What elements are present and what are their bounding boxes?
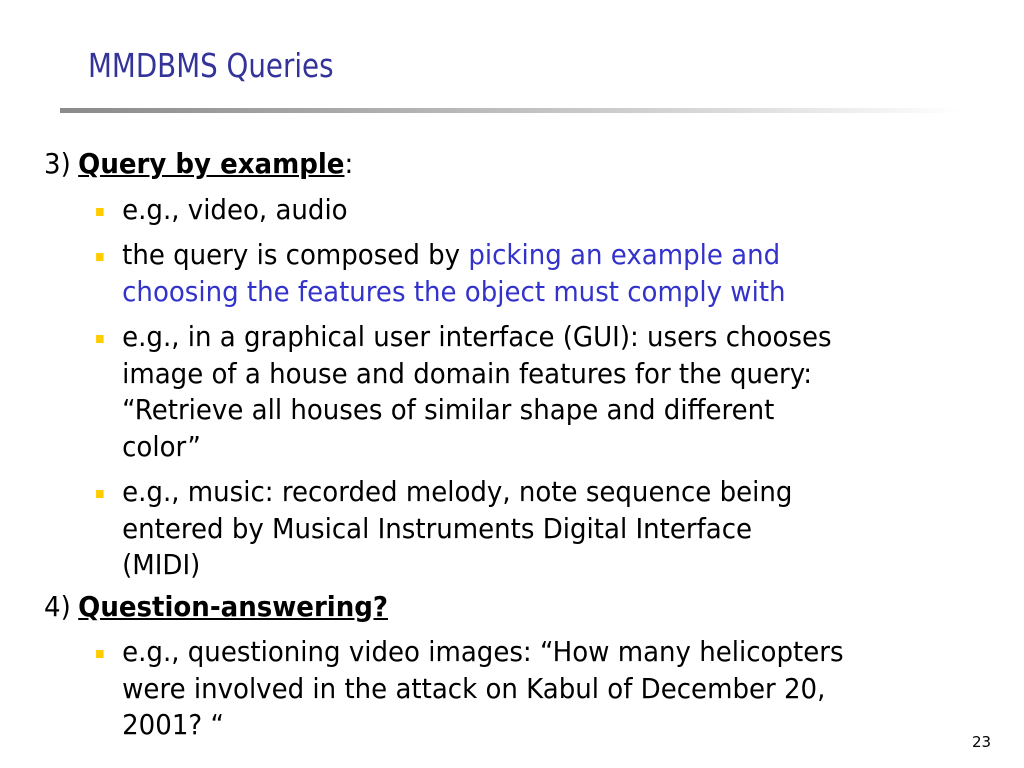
bullet-item — [44, 192, 1024, 229]
bullet-item — [44, 237, 1024, 310]
bullet-text: 2001? “ — [122, 708, 224, 741]
bullet-line — [44, 429, 955, 466]
bullet-text: were involved in the attack on Kabul of December 20, — [122, 671, 826, 705]
section-number: 3) — [44, 147, 71, 180]
bullet-line — [44, 634, 955, 671]
section-heading-query-by-example — [44, 146, 955, 183]
square-bullet-icon — [96, 650, 103, 658]
bullet-line — [44, 671, 955, 708]
bullet-text: e.g., video, audio — [122, 192, 348, 226]
bullet-text: the query is composed by — [122, 238, 469, 271]
bullet-text: entered by Musical Instruments Digital Interface — [122, 511, 753, 545]
bullet-item — [44, 319, 1024, 465]
page-number: 23 — [972, 733, 992, 751]
bullet-line — [44, 474, 955, 511]
bullet-line — [44, 356, 955, 393]
bullet-line — [44, 192, 955, 229]
bullet-text: (MIDI) — [122, 548, 201, 581]
section-title: Query by example — [78, 147, 345, 180]
section-number: 4) — [44, 589, 71, 623]
section-heading-question-answering — [44, 589, 955, 626]
bullet-text: e.g., questioning video images: “How many helicopters — [122, 635, 844, 668]
square-bullet-icon — [96, 335, 103, 343]
slide-title: MMDBMS Queries — [88, 46, 334, 85]
slide-content — [44, 146, 1024, 744]
section-title: Question-answering? — [78, 589, 389, 623]
section-suffix: : — [344, 147, 354, 180]
bullet-line — [44, 319, 955, 356]
bullet-item — [44, 634, 1024, 744]
bullet-item — [44, 474, 1024, 584]
square-bullet-icon — [96, 253, 103, 261]
bullet-text: e.g., music: recorded melody, note sequence being — [122, 475, 793, 508]
bullet-line — [44, 237, 955, 274]
bullet-line — [44, 707, 955, 744]
bullet-line — [44, 511, 955, 548]
bullet-line — [44, 547, 955, 584]
highlighted-text: picking an example and — [468, 238, 781, 271]
square-bullet-icon — [96, 490, 103, 498]
title-divider — [60, 108, 960, 113]
bullet-line — [44, 392, 955, 429]
highlighted-text: choosing the features the object must comply with — [122, 274, 786, 308]
bullet-line — [44, 274, 955, 311]
square-bullet-icon — [96, 208, 103, 216]
bullet-text: image of a house and domain features for the query: — [122, 356, 812, 390]
bullet-text: e.g., in a graphical user interface (GUI): users chooses — [122, 320, 832, 353]
bullet-text: “Retrieve all houses of similar shape and different — [122, 393, 775, 426]
bullet-text: color” — [122, 429, 201, 463]
